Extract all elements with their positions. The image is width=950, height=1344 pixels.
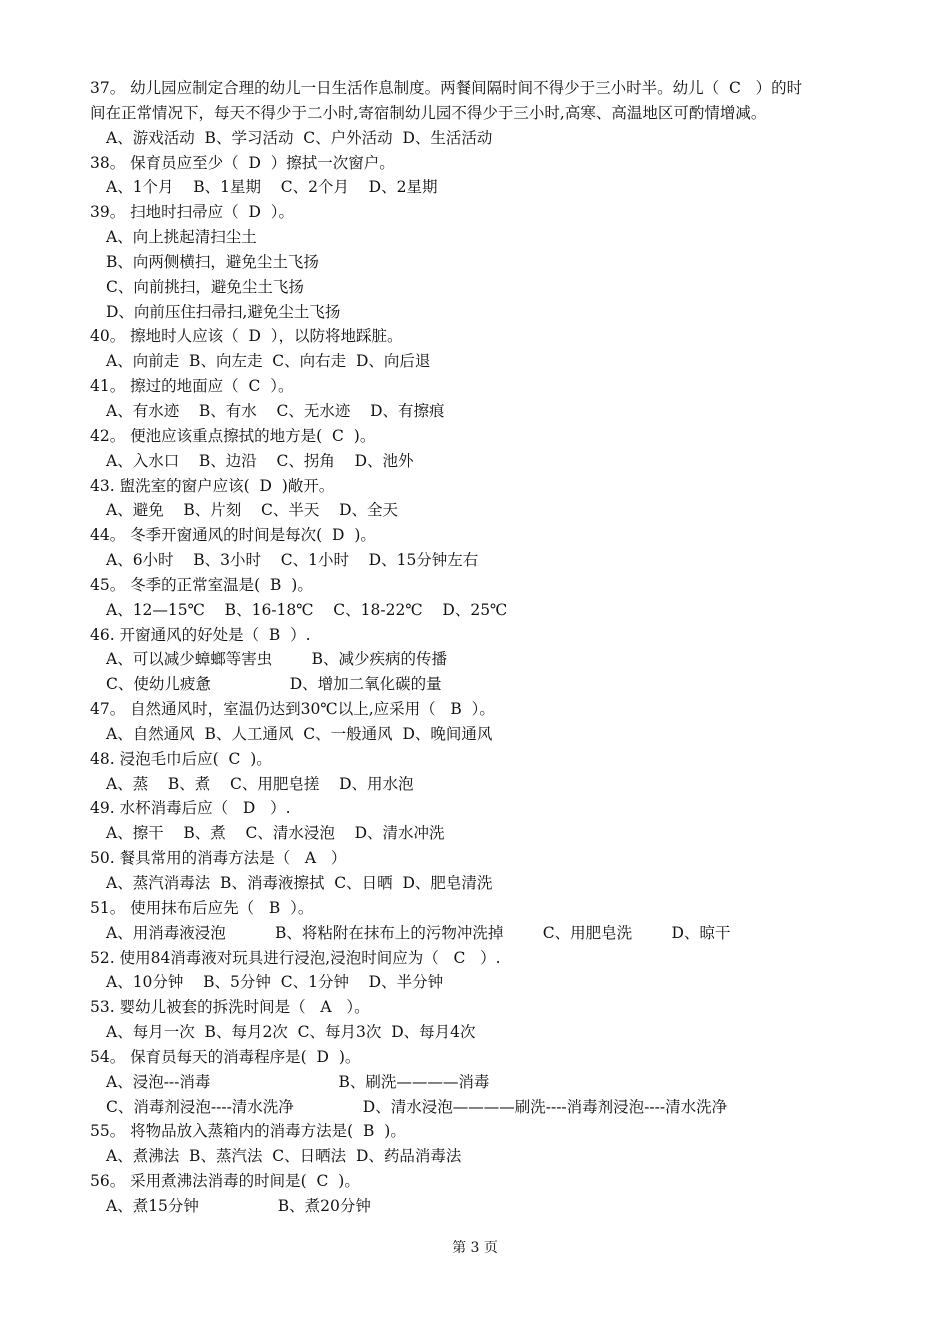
option-line: C、向前挑扫，避免尘土飞扬	[106, 277, 304, 296]
question-line: 39。 扫地时扫帚应（ D ）。	[90, 203, 295, 222]
page-number: 第 3 页	[452, 1240, 498, 1256]
question-line: 51。 使用抹布后应先（ B ）。	[90, 898, 314, 917]
option-line: A、12—15℃ B、16-18℃ C、18-22℃ D、25℃	[106, 600, 508, 619]
question-line: 42。 便池应该重点擦拭的地方是( C )。	[90, 426, 376, 445]
option-line: C、使幼儿疲惫 D、增加二氧化碳的量	[106, 675, 442, 694]
option-line: A、每月一次 B、每月2次 C、每月3次 D、每月4次	[106, 1023, 476, 1042]
option-line: A、用消毒液浸泡 B、将粘附在抹布上的污物冲洗掉 C、用肥皂洗 D、晾干	[106, 923, 731, 942]
question-line: 37。 幼儿园应制定合理的幼儿一日生活作息制度。两餐间隔时间不得少于三小时半。幼儿（ C ）的时	[90, 79, 803, 97]
question-line: 52. 使用84消毒液对玩具进行浸泡,浸泡时间应为（ C ）.	[90, 948, 501, 967]
option-line: A、自然通风 B、人工通风 C、一般通风 D、晚间通风	[106, 724, 493, 743]
option-line: A、可以减少蟑螂等害虫 B、减少疾病的传播	[106, 650, 448, 669]
option-line: A、煮15分钟 B、煮20分钟	[106, 1196, 371, 1215]
question-list	[90, 76, 870, 1219]
option-line: A、向上挑起清扫尘土	[106, 228, 257, 247]
option-line: A、避免 B、片刻 C、半天 D、全天	[106, 501, 398, 520]
question-line: 43. 盥洗室的窗户应该( D )敞开。	[90, 476, 335, 495]
question-line: 38。 保育员应至少（ D ）擦拭一次窗户。	[90, 153, 395, 172]
option-line: A、向前走 B、向左走 C、向右走 D、向后退	[106, 352, 431, 371]
option-line: B、向两侧横扫，避免尘土飞扬	[106, 252, 319, 271]
question-line: 50. 餐具常用的消毒方法是（ A ）	[90, 849, 347, 868]
question-line: 间在正常情况下，每天不得少于二小时,寄宿制幼儿园不得少于三小时,高寒、高温地区可酌情增减。	[90, 103, 767, 122]
question-line: 55。 将物品放入蒸箱内的消毒方法是( B )。	[90, 1122, 406, 1141]
option-line: A、蒸 B、煮 C、用肥皂搓 D、用水泡	[106, 774, 414, 793]
question-line: 54。 保育员每天的消毒程序是( D )。	[90, 1047, 361, 1066]
question-line: 40。 擦地时人应该（ D ），以防将地踩脏。	[90, 327, 403, 346]
option-line: A、1个月 B、1星期 C、2个月 D、2星期	[106, 178, 438, 197]
question-line: 46. 开窗通风的好处是（ B ）.	[90, 625, 311, 644]
option-line: A、擦干 B、煮 C、清水浸泡 D、清水冲洗	[106, 824, 445, 843]
option-line: A、浸泡---消毒 B、刷洗————消毒	[106, 1072, 490, 1091]
question-line: 48. 浸泡毛巾后应( C )。	[90, 749, 272, 768]
question-line: 47。 自然通风时，室温仍达到30℃以上,应采用（ B ）。	[90, 700, 495, 719]
option-line: A、6小时 B、3小时 C、1小时 D、15分钟左右	[106, 551, 479, 570]
option-line: A、蒸汽消毒法 B、消毒液擦拭 C、日晒 D、肥皂清洗	[106, 874, 493, 892]
option-line: A、入水口 B、边沿 C、拐角 D、池外	[106, 451, 414, 470]
option-line: A、有水迹 B、有水 C、无水迹 D、有擦痕	[106, 401, 445, 420]
question-line: 45。 冬季的正常室温是( B )。	[90, 575, 313, 594]
question-line: 56。 采用煮沸法消毒的时间是( C )。	[90, 1172, 360, 1191]
option-line: A、游戏活动 B、学习活动 C、户外活动 D、生活活动	[106, 128, 493, 147]
question-line: 44。 冬季开窗通风的时间是每次( D )。	[90, 526, 376, 545]
question-line: 41。 擦过的地面应（ C ）。	[90, 377, 294, 396]
question-line: 53. 婴幼儿被套的拆洗时间是（ A ）。	[90, 998, 370, 1017]
option-line: D、向前压住扫帚扫,避免尘土飞扬	[106, 302, 341, 321]
option-line: A、煮沸法 B、蒸汽法 C、日晒法 D、药品消毒法	[106, 1147, 462, 1166]
question-line: 49. 水杯消毒后应（ D ）.	[90, 799, 291, 818]
option-line: C、消毒剂浸泡----清水洗净 D、清水浸泡————刷洗----消毒剂浸泡----清水洗净	[106, 1097, 728, 1116]
option-line: A、10分钟 B、5分钟 C、1分钟 D、半分钟	[106, 973, 444, 992]
